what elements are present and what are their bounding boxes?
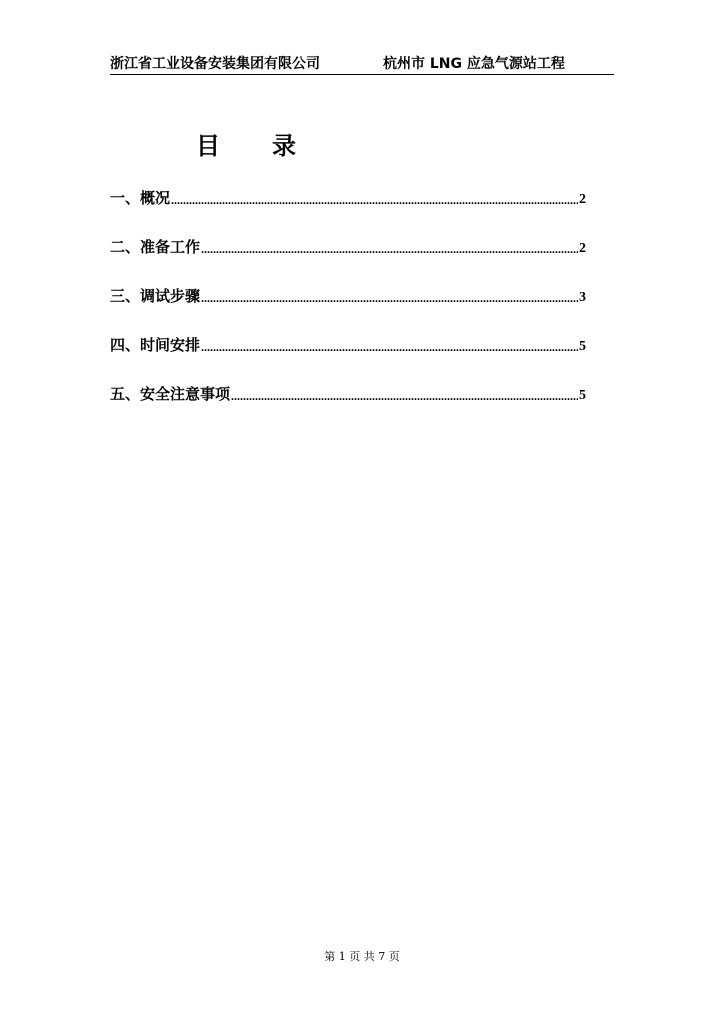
toc-entry-page: 2 bbox=[579, 192, 586, 207]
toc-dot-leader bbox=[171, 192, 578, 208]
toc-entry-page: 3 bbox=[579, 290, 586, 305]
toc-title: 目录 bbox=[196, 132, 348, 160]
toc-entry-preparation[interactable] bbox=[110, 233, 586, 257]
toc-entry-safety-notes[interactable] bbox=[110, 380, 586, 404]
company-name: 浙江省工业设备安装集团有限公司 bbox=[110, 56, 320, 72]
toc-entry-schedule[interactable] bbox=[110, 331, 586, 355]
toc-dot-leader bbox=[201, 241, 578, 257]
toc-entry-overview[interactable] bbox=[110, 184, 586, 208]
toc-entry-label: 二、准备工作 bbox=[110, 238, 201, 256]
toc-entry-page: 2 bbox=[579, 241, 586, 256]
toc-entry-label: 四、时间安排 bbox=[110, 336, 201, 354]
toc-dot-leader bbox=[201, 339, 578, 355]
toc-entry-commissioning-steps[interactable] bbox=[110, 282, 586, 306]
toc-entry-label: 五、安全注意事项 bbox=[110, 385, 231, 403]
page-header bbox=[110, 50, 614, 75]
toc-dot-leader bbox=[231, 388, 578, 404]
toc-entry-page: 5 bbox=[579, 339, 586, 354]
toc-entry-page: 5 bbox=[579, 388, 586, 403]
project-name: 杭州市 LNG 应急气源站工程 bbox=[383, 56, 565, 72]
table-of-contents bbox=[110, 184, 586, 429]
toc-entry-label: 三、调试步骤 bbox=[110, 287, 201, 305]
page-footer: 第 1 页 共 7 页 bbox=[324, 950, 400, 963]
toc-dot-leader bbox=[201, 290, 578, 306]
toc-entry-label: 一、概况 bbox=[110, 189, 171, 207]
